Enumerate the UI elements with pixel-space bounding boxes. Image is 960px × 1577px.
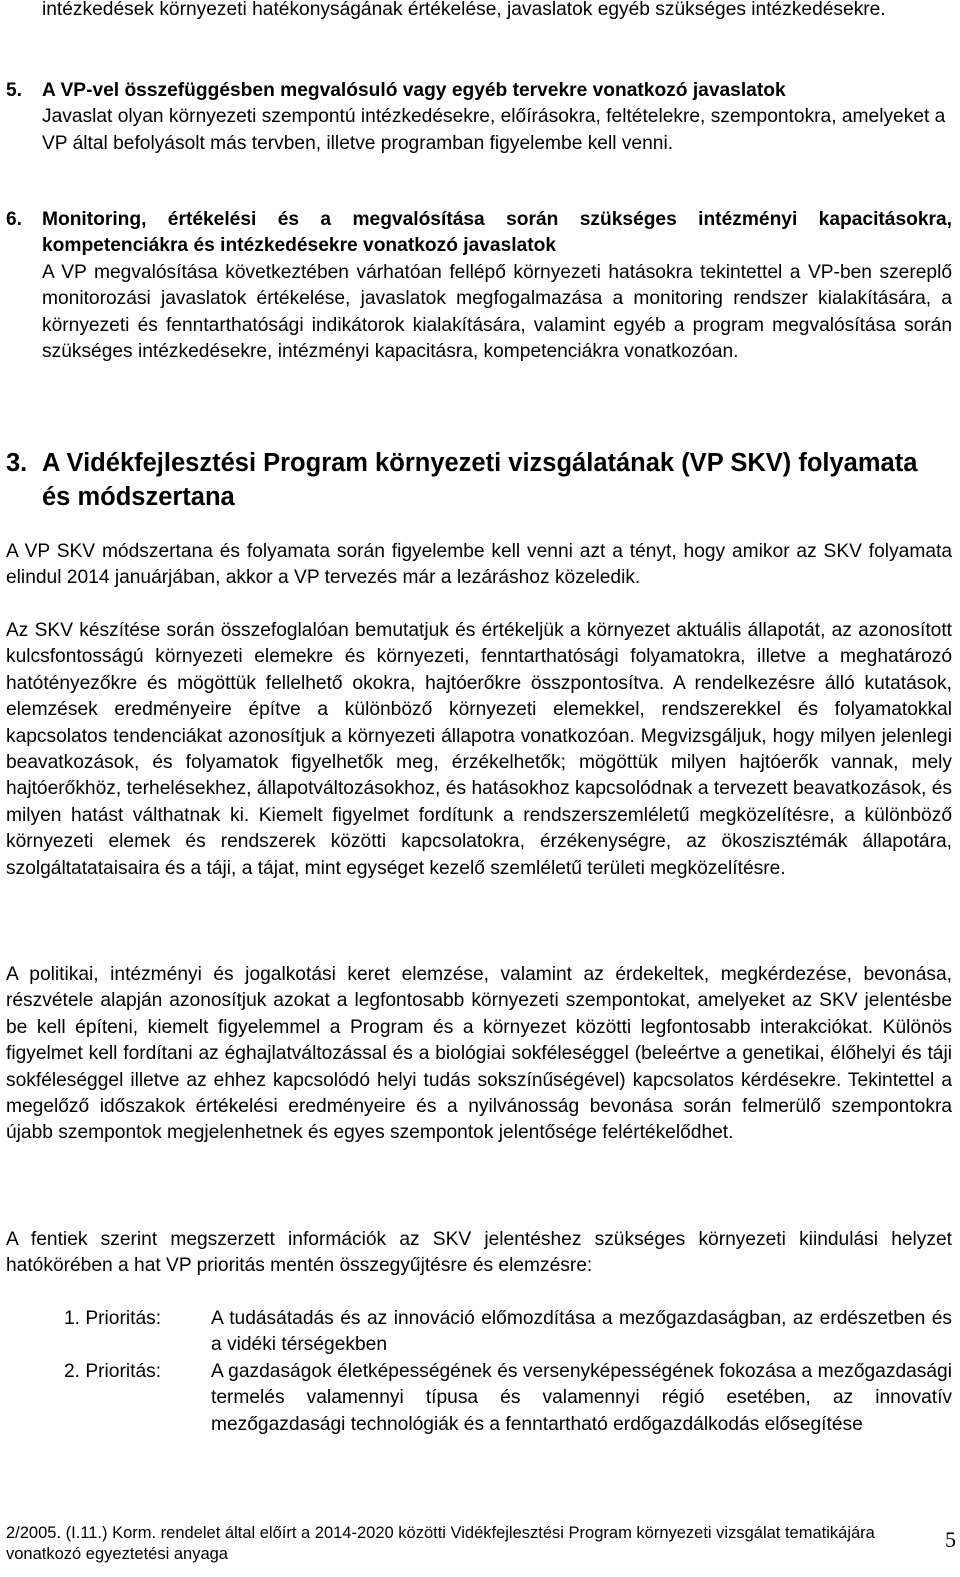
footer-text: 2/2005. (I.11.) Korm. rendelet által előírt a 2014-2020 közötti Vidékfejlesztési Program környezeti vizsgálat tematikájára vonatkozó egyeztetési anyaga [6,1524,875,1563]
page-footer [6,1523,956,1565]
list-item-6 [6,207,952,365]
item-heading: A VP-vel összefüggésben megvalósuló vagy egyéb tervekre vonatkozó javaslatok [42,80,786,101]
list-item-5 [6,78,952,157]
paragraph-3: A politikai, intézményi és jogalkotási keret elemzése, valamint az érdekeltek, megkérdezése, bevonása, részvétele alapján azonosítjuk azokat a legfontosabb környezeti szempontokat, amelyeket az SKV jelentésbe be kell építeni, kiemelt figyelemmel a Program és a környezet közötti legfontosabb interakciókat. Különös figyelmet kell fordítani az éghajlatváltozással és a biológiai sokféleséggel (beleértve a genetikai, élőhelyi és táji sokféleséggel illetve az ehhez kapcsolódó helyi tudás sokszínűségével) kapcsolatos kérdésekre. Tekintettel a megelőző időszakok értékelési eredményeire és a nyilvánosság bevonása során felmerülő szempontokra újabb szempontok megjelenhetnek és egyes szempontok jelentősége felértékelődhet. [6,964,952,1144]
continued-text: intézkedések környezeti hatékonyságának értékelése, javaslatok egyéb szükséges intézkedésekre. [42,0,886,20]
page-number: 5 [945,1527,956,1552]
priority-item [6,1359,952,1438]
item-body-text: A VP megvalósítása következtében várhatóan fellépő környezeti hatásokra tekintettel a VP-ben szereplő monitorozási javaslatok értékelése, javaslatok megfogalmazása a monitoring rendszer kialakítására, a környezeti és fenntarthatósági indikátorok kialakítására, valamint egyéb a program megvalósítása során szükséges intézkedésekre, intézményi kapacitásra, kompetenciákra vonatkozóan. [42,261,952,363]
priority-label: 1. Prioritás: [64,1308,162,1329]
paragraph-4: A fentiek szerint megszerzett információk az SKV jelentéshez szükséges környezeti kiindulási helyzet hatókörében a hat VP prioritás mentén összegyűjtésre és elemzésre: [6,1229,952,1277]
paragraph-1: A VP SKV módszertana és folyamata során figyelembe kell venni azt a tényt, hogy amikor az SKV folyamata elindul 2014 januárjában, akkor a VP tervezés már a lezáráshoz közeledik. [6,541,952,589]
section-number: 3. [6,449,28,477]
paragraph-2: Az SKV készítése során összefoglalóan bemutatjuk és értékeljük a környezet aktuális állapotát, az azonosított kulcsfontosságú környezeti elemekre és környezeti, fenntarthatósági folyamatokra, illetve a meghatározó hatótényezőkre és mögöttük fellelhető okokra, hajtóerőkre összpontosítva. A rendelkezésre álló kutatások, elemzések eredményeire építve a különböző környezeti elemekkel, rendszerekkel és folyamatokkal kapcsolatos tendenciákat azonosítjuk a környezeti állapotra vonatkozóan. Megvizsgáljuk, hogy milyen jelenlegi beavatkozások, és folyamatok figyelhetők meg, érzékelhetők; mögöttük milyen hajtóerők vannak, mely hajtóerőkhöz, terhelésekhez, állapotváltozásokhoz, és hatásokhoz kapcsolódnak a tervezett beavatkozások, és milyen hatást válthatnak ki. Kiemelt figyelmet fordítunk a rendszerszemléletű megközelítésre, a különböző környezeti elemek és rendszerek közötti kapcsolatokra, érzékenységre, az ökoszisztémák állapotára, szolgáltatataisaira és a táji, a tájat, mint egységet kezelő szemléletű területi megközelítésre. [6,620,952,879]
item-number: 6. [6,209,23,230]
priority-text: A tudásátadás és az innováció előmozdítása a mezőgazdaságban, az erdészetben és a vidéki térségekben [211,1308,952,1356]
priority-item [6,1306,952,1359]
section-title: A Vidékfejlesztési Program környezeti vizsgálatának (VP SKV) folyamata és módszertana [42,449,918,511]
priority-label: 2. Prioritás: [64,1360,162,1382]
item-body-text: Javaslat olyan környezeti szempontú intézkedésekre, előírásokra, feltételekre, szempontokra, amelyeket a VP által befolyásolt más tervben, illetve programban figyelembe kell venni. [42,106,946,154]
priority-text: A gazdaságok életképességének és versenyképességének fokozása a mezőgazdasági termelés valamennyi típusa és valamennyi régió esetében, az innovatív mezőgazdasági technológiák és a fenntartható erdőgazdálkodás elősegítése [211,1360,952,1435]
item-heading: Monitoring, értékelési és a megvalósítása során szükséges intézményi kapacitásokra, kompetenciákra és intézkedésekre vonatkozó javaslatok [42,209,952,257]
priority-list [6,1306,952,1438]
item-number: 5. [6,80,23,101]
section-heading [6,446,952,514]
